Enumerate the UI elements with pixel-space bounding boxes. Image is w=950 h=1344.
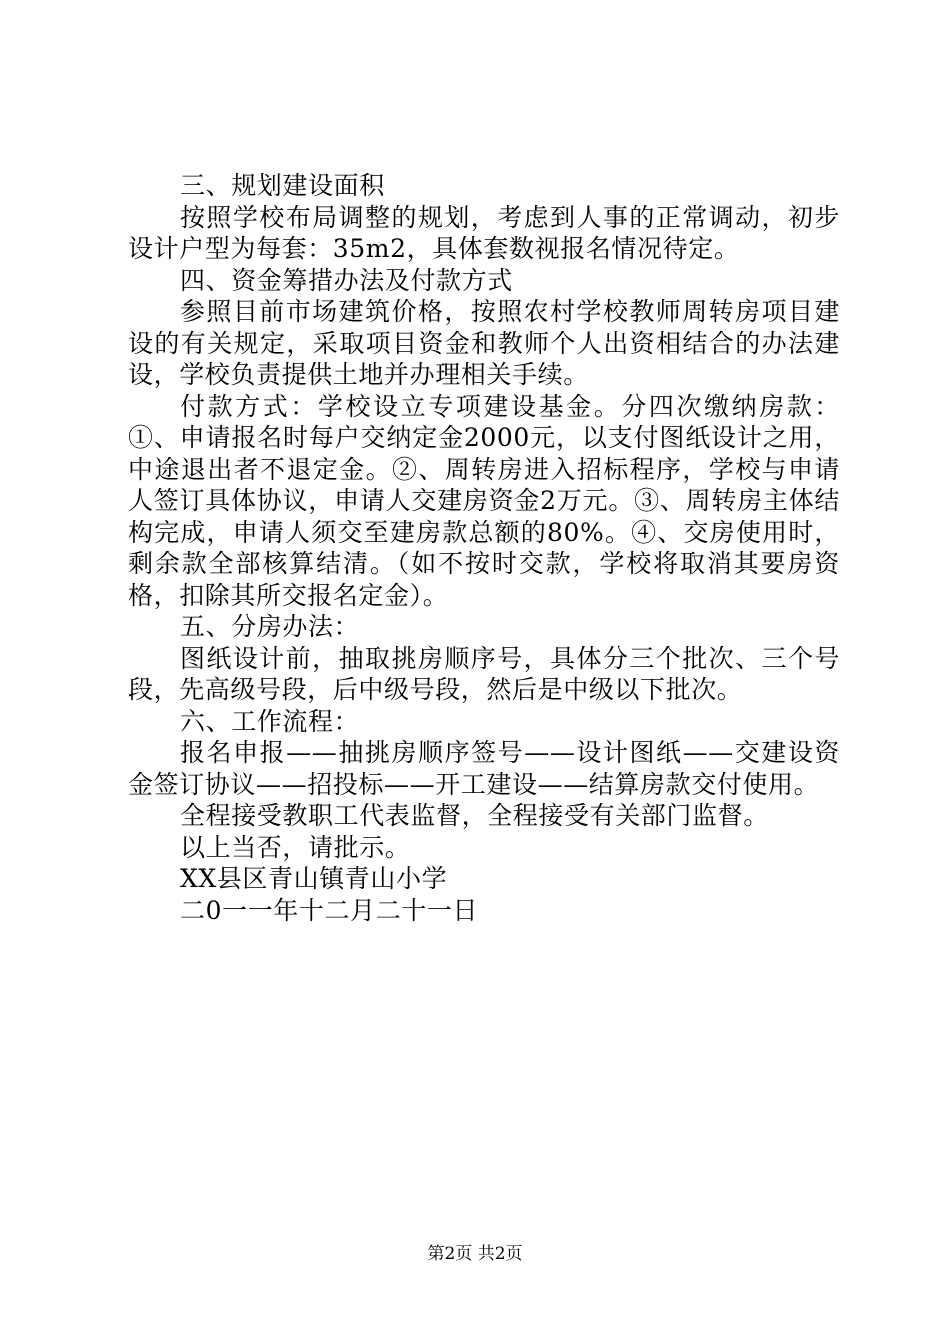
paragraph-request: 以上当否，请批示。 — [180, 832, 411, 862]
page-footer — [0, 1244, 950, 1264]
signature-organization: XX县区青山镇青山小学 — [180, 864, 448, 893]
section-heading-funding: 四、资金筹措办法及付款方式 — [180, 265, 513, 295]
section-heading-workflow: 六、工作流程： — [180, 706, 360, 736]
paragraph-allocation: 图纸设计前，抽取挑房顺序号，具体分三个批次、三个号段，先高级号段，后中级号段，然后是中级以下批次。 — [128, 643, 840, 704]
section-heading-planning-area: 三、规划建设面积 — [180, 171, 385, 200]
paragraph-funding: 参照目前市场建筑价格，按照农村学校教师周转房项目建设的有关规定，采取项目资金和教师个人出资相结合的办法建设，学校负责提供土地并办理相关手续。 — [128, 297, 840, 389]
paragraph-payment-method: 付款方式：学校设立专项建设基金。分四次缴纳房款：①、申请报名时每户交纳定金2000元，以支付图纸设计之用，中途退出者不退定金。②、周转房进入招标程序，学校与申请人签订具体协议，申请人交建房资金2万元。③、周转房主体结构完成，申请人须交至建房款总额的80%。④、交房使用时，剩余款全部核算结清。（如不按时交款，学校将取消其要房资格，扣除其所交报名定金）。 — [128, 391, 840, 610]
paragraph-workflow: 报名申报——抽挑房顺序签号——设计图纸——交建设资金签订协议——招投标——开工建设——结算房款交付使用。 — [128, 738, 840, 799]
paragraph-planning-area: 按照学校布局调整的规划，考虑到人事的正常调动，初步设计户型为每套：35m2，具体套数视报名情况待定。 — [128, 202, 840, 263]
document-body — [128, 170, 840, 926]
signature-date: 二0一一年十二月二十一日 — [180, 895, 479, 925]
paragraph-supervision: 全程接受教职工代表监督，全程接受有关部门监督。 — [180, 801, 769, 830]
page-number-label: 第2页 共2页 — [427, 1244, 523, 1264]
section-heading-allocation: 五、分房办法： — [180, 612, 360, 641]
